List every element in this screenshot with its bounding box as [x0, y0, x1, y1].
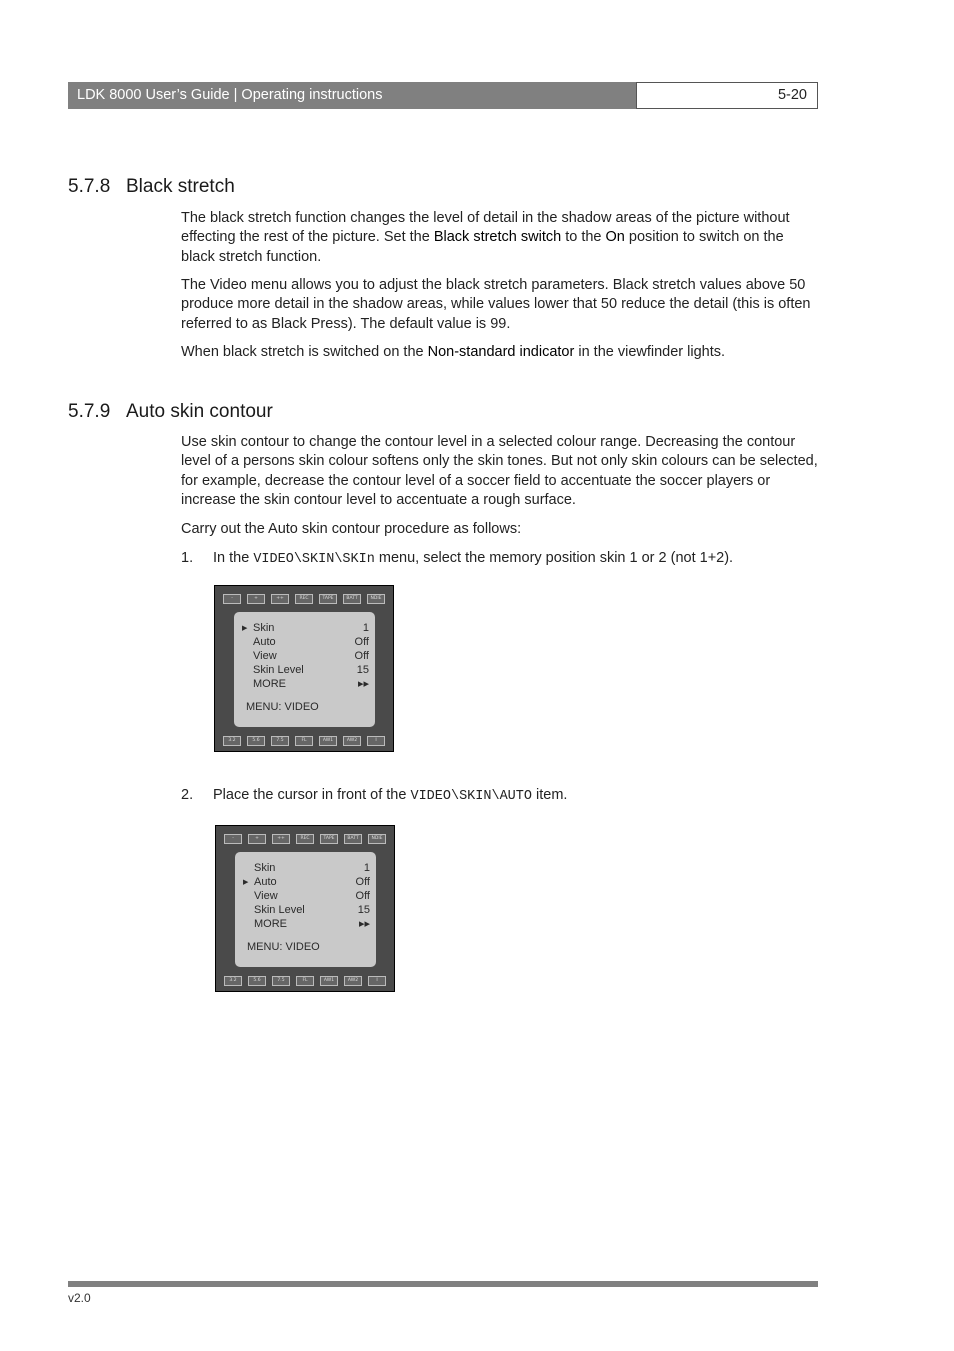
paragraph — [181, 343, 821, 362]
indicator-3-2: 3.2 — [224, 976, 242, 986]
menu-item-value: 1 — [363, 862, 370, 874]
step-2 — [181, 786, 567, 806]
indicator-plusplus: ++ — [271, 594, 289, 604]
section-heading-auto-skin-contour — [68, 401, 273, 423]
indicator-plus: + — [247, 594, 265, 604]
indicator-5-6: 5.6 — [247, 736, 265, 746]
menu-path: VIDEO\SKIN\SKIn — [253, 552, 375, 567]
section-number: 5.7.8 — [68, 176, 111, 197]
indicator-aw1: AW1 — [319, 736, 337, 746]
step-number: 2. — [181, 787, 194, 803]
indicator-3-2: 3.2 — [223, 736, 241, 746]
menu-item-label: View — [254, 890, 278, 902]
indicator-aw2: AW2 — [344, 976, 362, 986]
viewfinder-menu-panel — [234, 612, 375, 727]
indicator-tape: TAPE — [320, 834, 338, 844]
menu-path: VIDEO\SKIN\AUTO — [410, 789, 532, 804]
menu-title: MENU: VIDEO — [246, 701, 319, 713]
indicator-batt: BATT — [343, 594, 361, 604]
indicator-plusplus: ++ — [272, 834, 290, 844]
control-name: On — [605, 229, 625, 246]
paragraph: Carry out the Auto skin contour procedure as follows: — [181, 521, 522, 537]
indicator-plus: + — [248, 834, 266, 844]
indicator-minus: - — [224, 834, 242, 844]
indicator-fl: FL — [295, 736, 313, 746]
menu-item-value: Off — [355, 890, 370, 902]
section-number: 5.7.9 — [68, 401, 111, 422]
section-title: Auto skin contour — [126, 401, 273, 422]
menu-item-label: Auto — [253, 636, 276, 648]
text: item. — [532, 787, 568, 803]
menu-item-value: Off — [354, 650, 369, 662]
menu-title: MENU: VIDEO — [247, 941, 320, 953]
indicator-ndie: NDIE — [368, 834, 386, 844]
viewfinder-top-indicators — [223, 594, 385, 603]
text: in the viewfinder lights. — [574, 344, 726, 360]
indicator-7-5: 7.5 — [272, 976, 290, 986]
paragraph: Use skin contour to change the contour level in a selected colour range. Decreasing the contour level of a persons skin colour softens only the skin tones. But not only skin colours can be selected, for example, decrease the contour level of a soccer field to accentuate the soccer players or increase the skin contour level to accentuate a rough surface. — [181, 434, 818, 508]
menu-item-label: Skin — [253, 622, 275, 634]
indicator-i: I — [367, 736, 385, 746]
paragraph: The Video menu allows you to adjust the black stretch parameters. Black stretch values above 50 produce more detail in the shadow areas, while values lower that 50 reduce the detail (this is often referred to as Black Press). The default value is 99. — [181, 277, 811, 332]
menu-item-value: 1 — [362, 622, 369, 634]
menu-item-label: Skin Level — [254, 904, 305, 916]
text: position to switch on the black stretch function. — [181, 229, 784, 265]
viewfinder-menu-panel — [235, 852, 376, 967]
version-label: v2.0 — [68, 1291, 91, 1305]
text: When black stretch is switched on the — [181, 344, 428, 360]
viewfinder-screenshot-1 — [214, 585, 394, 752]
menu-item-value: 15 — [356, 664, 369, 676]
menu-item-value: Off — [355, 876, 370, 888]
footer-rule — [68, 1281, 818, 1287]
indicator-name: Non-standard indicator — [427, 344, 575, 360]
section-heading-black-stretch — [68, 176, 235, 198]
indicator-ndie: NDIE — [367, 594, 385, 604]
page-header — [68, 82, 818, 109]
indicator-minus: - — [223, 594, 241, 604]
indicator-aw2: AW2 — [343, 736, 361, 746]
menu-item-value: 15 — [357, 904, 370, 916]
menu-item-label: Auto — [254, 876, 277, 888]
indicator-rec: REC — [295, 594, 313, 604]
menu-cursor-icon: ▶ — [243, 879, 249, 886]
text: menu, select the memory position skin 1 or 2 (not 1+2). — [374, 550, 734, 566]
indicator-fl: FL — [296, 976, 314, 986]
indicator-5-6: 5.6 — [248, 976, 266, 986]
text: In the — [213, 550, 254, 566]
double-arrow-icon: ▸▸ — [357, 678, 369, 690]
indicator-batt: BATT — [344, 834, 362, 844]
text: to the — [561, 229, 606, 246]
menu-item-label: Skin — [254, 862, 276, 874]
menu-item-value: Off — [354, 636, 369, 648]
viewfinder-bottom-indicators — [224, 976, 386, 985]
menu-item-label: MORE — [254, 918, 287, 930]
indicator-rec: REC — [296, 834, 314, 844]
step-1 — [181, 549, 733, 569]
viewfinder-top-indicators — [224, 834, 386, 843]
control-name: Black stretch switch — [433, 229, 562, 246]
text: The black stretch function changes the level of detail in the shadow areas of the picture without effecting the rest of the picture. Set the — [181, 210, 790, 246]
indicator-tape: TAPE — [319, 594, 337, 604]
section-title: Black stretch — [126, 176, 235, 197]
document-title: LDK 8000 User’s Guide | Operating instructions — [68, 82, 636, 109]
indicator-aw1: AW1 — [320, 976, 338, 986]
double-arrow-icon: ▸▸ — [358, 918, 370, 930]
indicator-i: I — [368, 976, 386, 986]
viewfinder-bottom-indicators — [223, 736, 385, 745]
text: Place the cursor in front of the — [213, 787, 411, 803]
menu-item-label: View — [253, 650, 277, 662]
page-number: 5-20 — [636, 82, 818, 109]
menu-item-label: MORE — [253, 678, 286, 690]
menu-cursor-icon: ▶ — [242, 625, 248, 632]
menu-item-label: Skin Level — [253, 664, 304, 676]
viewfinder-screenshot-2 — [215, 825, 395, 992]
step-number: 1. — [181, 550, 194, 566]
indicator-7-5: 7.5 — [271, 736, 289, 746]
paragraph — [181, 209, 821, 267]
